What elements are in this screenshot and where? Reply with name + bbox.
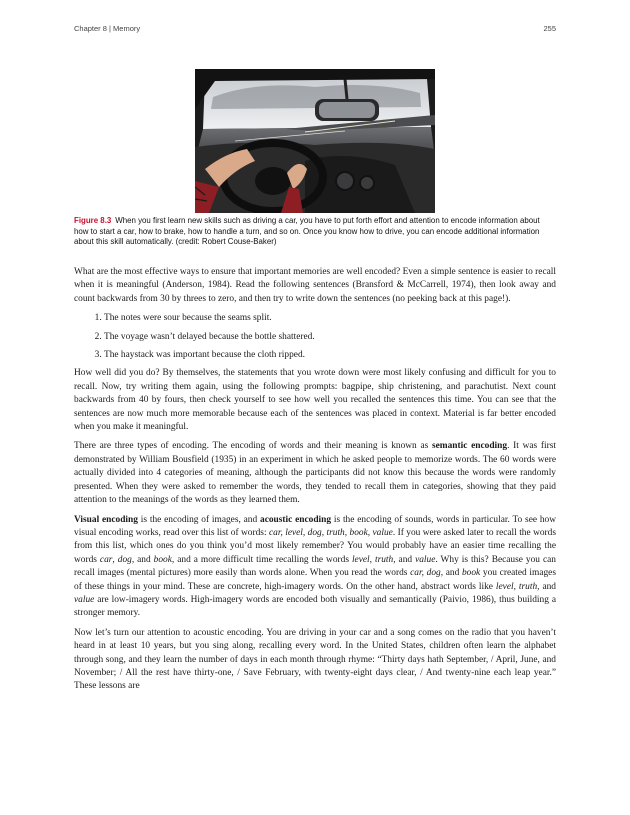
page-number: 255	[543, 24, 556, 33]
example-word: level, truth,	[495, 581, 540, 592]
paragraph-acoustic-encoding: Now let’s turn our attention to acoustic encoding. You are driving in your car and a song comes on the radio that you haven’t heard in at least 10 years, but you sing along, recalling every word. In the United States, children often learn the alphabet through song, and they learn the number of days in each month through rhyme: “Thirty days hath September, / April, June, and November; / All the rest have thirty-one, / Save February, with twenty-eight days clear, / And twenty-nine each leap year.” These lessons are	[74, 627, 556, 692]
text-span: you created images of these things in your mind. These are concrete, high-imagery words. On the other hand, abstract words like	[74, 568, 556, 592]
example-word: car	[99, 554, 113, 565]
text-span: . Why is this? Because you can recall images (mental pictures) more easily than words alone. When you read the words	[74, 554, 556, 579]
example-word: level, truth,	[351, 554, 396, 565]
example-word: book	[153, 554, 172, 565]
list-item: 3. The haystack was important because the cloth ripped.	[104, 349, 556, 362]
chapter-title: Chapter 8 | Memory	[74, 24, 141, 33]
text-span: is the encoding of sounds, words in particular. To see how visual encoding works, read over this list of words:	[74, 514, 556, 538]
running-header	[74, 24, 556, 36]
text-span: is the encoding of images, and	[137, 514, 260, 525]
figure-label: Figure 8.3	[74, 216, 112, 225]
paragraph-encoding-intro: What are the most effective ways to ensure that important memories are well encoded? Even a simple sentence is easier to recall when it is meaningful (Anderson, 1984). Read the following sentences (Bransford & McCarrell, 1974), then look away and count backwards from 30 by threes to zero, and then try to write down the sentences (no peeking back at this page!).	[74, 267, 556, 304]
text-span: and	[539, 581, 556, 592]
text-span: and	[395, 554, 416, 565]
example-word: car, dog,	[410, 568, 444, 579]
figure-caption	[74, 216, 556, 248]
body-text	[74, 266, 556, 700]
text-span: ,	[112, 554, 118, 565]
paragraph-semantic-encoding	[74, 440, 556, 507]
example-word: dog	[117, 554, 132, 565]
list-item: 2. The voyage wasn’t delayed because the bottle shattered.	[104, 331, 556, 344]
example-sentences-list	[74, 312, 556, 362]
text-span: and	[443, 568, 462, 579]
text-span: , and a more difficult time recalling the words	[171, 554, 352, 565]
text-span: , and	[131, 554, 154, 565]
word-list: car, level, dog, truth, book, value	[268, 527, 393, 538]
term-semantic-encoding: semantic encoding	[431, 441, 508, 452]
paragraph-visual-acoustic-encoding	[74, 514, 556, 621]
term-acoustic-encoding: acoustic encoding	[260, 514, 332, 525]
driving-car-photo	[195, 69, 435, 213]
paragraph-how-well: How well did you do? By themselves, the statements that you wrote down were most likely confusing and difficult for you to recall. Now, try writing them again, using the following prompts: bagpipe, ship christening, and parachutist. Next count backwards from 40 by fours, then check yourself to see how well you recalled the sentences this time. You can see that the sentences are now much more memorable because each of the sentences was placed in context. Material is far better encoded when you make it meaningful.	[74, 368, 556, 433]
example-word: book	[461, 568, 481, 579]
term-visual-encoding: Visual encoding	[74, 514, 138, 525]
text-span: are low-imagery words. High-imagery words are encoded both visually and semantically (Paivio, 1986), thus building a stronger memory.	[74, 594, 556, 619]
figure-caption-text: When you first learn new skills such as driving a car, you have to put forth effort and attention to encode information about how to start a car, how to brake, how to handle a turn, and so on. Once you know how to drive, you can encode additional information about this skill automatically. (credit: Robert Couse-Baker)	[74, 216, 540, 246]
example-word: value	[415, 554, 436, 565]
figure-photo-driving	[195, 69, 435, 213]
example-word: value	[74, 594, 95, 605]
text-span: There are three types of encoding. The encoding of words and their meaning is known as	[74, 441, 432, 452]
text-span: . It was first demonstrated by William Bousfield (1935) in an experiment in which he asked people to memorize words. The 60 words were actually divided into 4 categories of meaning, although the participants did not know this because the words were randomly presented. When they were asked to remember the words, they tended to recall them in categories, showing that they paid attention to the meanings of the words as they learned them.	[74, 441, 556, 506]
text-span: . If you were asked later to recall the words from this list, which ones do you think you’d most likely remember? You would probably have an easier time recalling the words	[74, 527, 556, 565]
list-item: 1. The notes were sour because the seams split.	[104, 312, 556, 325]
